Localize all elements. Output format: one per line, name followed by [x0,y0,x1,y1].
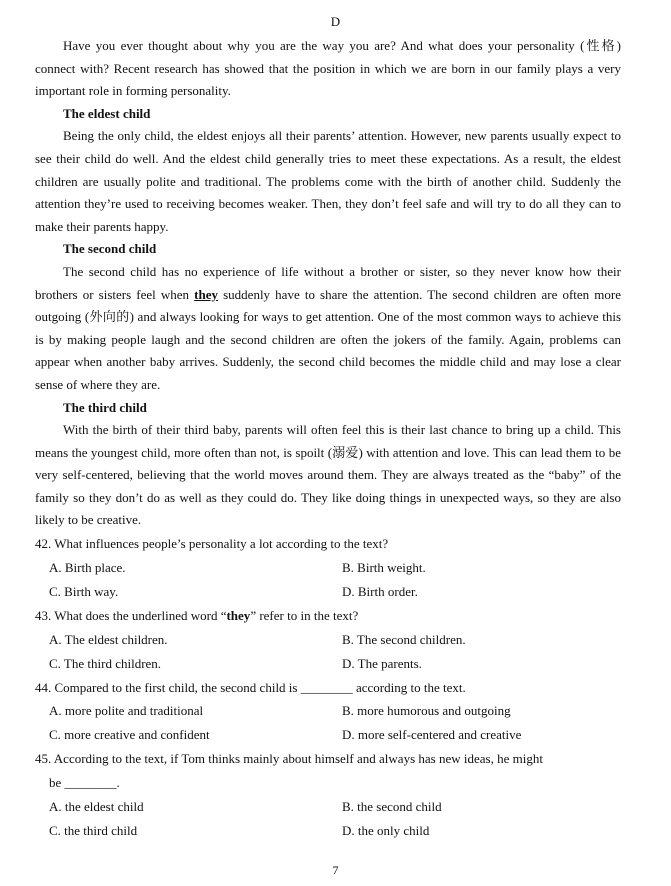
question-43-options [35,628,621,676]
option-b[interactable]: B. the second child [342,799,442,815]
section-text-third: With the birth of their third baby, parents will often feel this is their last chance to bring up a child. This means the youngest child, more often than not, is spoilt (溺爱) with attention and love. This can lead them to be very self-centered, believing that the world moves around them. They are always treated as the “baby” of the family so they don’t do as well as they could do. They like doing things in unexpected ways, so they are also likely to be creative. [35,422,621,528]
passage-body [35,35,621,843]
stem-after: ” refer to in the text? [250,607,359,623]
question-45-stem-continued: be ________. [49,775,120,791]
option-a[interactable]: A. The eldest children. [49,631,168,647]
intro-paragraph: Have you ever thought about why you are the way you are? And what does your personality (性格) connect with? Recent research has showed that the position in which we are born in our family plays a very important role in forming personality. [35,38,621,99]
option-a[interactable]: A. the eldest child [49,799,144,815]
section-heading-second: The second child [63,241,157,257]
option-b[interactable]: B. Birth weight. [342,559,426,575]
section-text-second [35,261,621,397]
option-a[interactable]: A. more polite and traditional [49,703,204,719]
question-45-stem: 45. According to the text, if Tom thinks mainly about himself and always has new ideas, he might [35,751,543,767]
section-text-eldest: Being the only child, the eldest enjoys all their parents’ attention. However, new parents usually expect to see their child do well. And the eldest child generally tries to meet these expectations. As a result, the eldest children are usually polite and traditional. The problems come with the birth of another child. Suddenly the attention they’re used to receiving becomes weaker. Then, they don’t feel safe and will try to do all they can to make their parents happy. [35,128,621,234]
option-d[interactable]: D. The parents. [342,655,422,671]
option-b[interactable]: B. more humorous and outgoing [342,703,511,719]
page-number: 7 [332,863,339,877]
question-45-options [35,795,621,843]
option-a[interactable]: A. Birth place. [49,559,126,575]
stem-before: 43. What does the underlined word “ [35,607,227,623]
option-c[interactable]: C. Birth way. [49,583,119,599]
question-44-stem: 44. Compared to the first child, the second child is ________ according to the text. [35,679,466,695]
option-d[interactable]: D. more self-centered and creative [342,727,522,743]
section-heading-eldest: The eldest child [63,105,151,121]
section-heading-third: The third child [63,399,147,415]
option-c[interactable]: C. the third child [49,822,138,838]
option-c[interactable]: C. The third children. [49,655,162,671]
passage-letter: D [330,14,341,29]
underlined-word: they [194,286,218,302]
option-d[interactable]: D. Birth order. [342,583,418,599]
option-d[interactable]: D. the only child [342,822,430,838]
question-44-options [35,699,621,747]
question-42-options [35,556,621,604]
question-42-stem: 42. What influences people’s personality a lot according to the text? [35,536,389,552]
text-before-underline: The second child has no experience of life without a brother or sister, so they never know how their brothers or sisters feel when [35,263,621,302]
stem-bold-word: they [226,607,251,623]
text-after-underline: suddenly have to share the attention. The second children are often more outgoing (外向的) and always looking for ways to get attention. One of the most common ways to achieve this is by making people laugh and the second children are often the jokers of the family. Again, problems can appear when another baby arrives. Suddenly, the second child becomes the middle child and may lose a clear sense of where they are. [35,286,621,392]
question-43-stem [35,604,621,628]
option-b[interactable]: B. The second children. [342,631,466,647]
option-c[interactable]: C. more creative and confident [49,727,210,743]
